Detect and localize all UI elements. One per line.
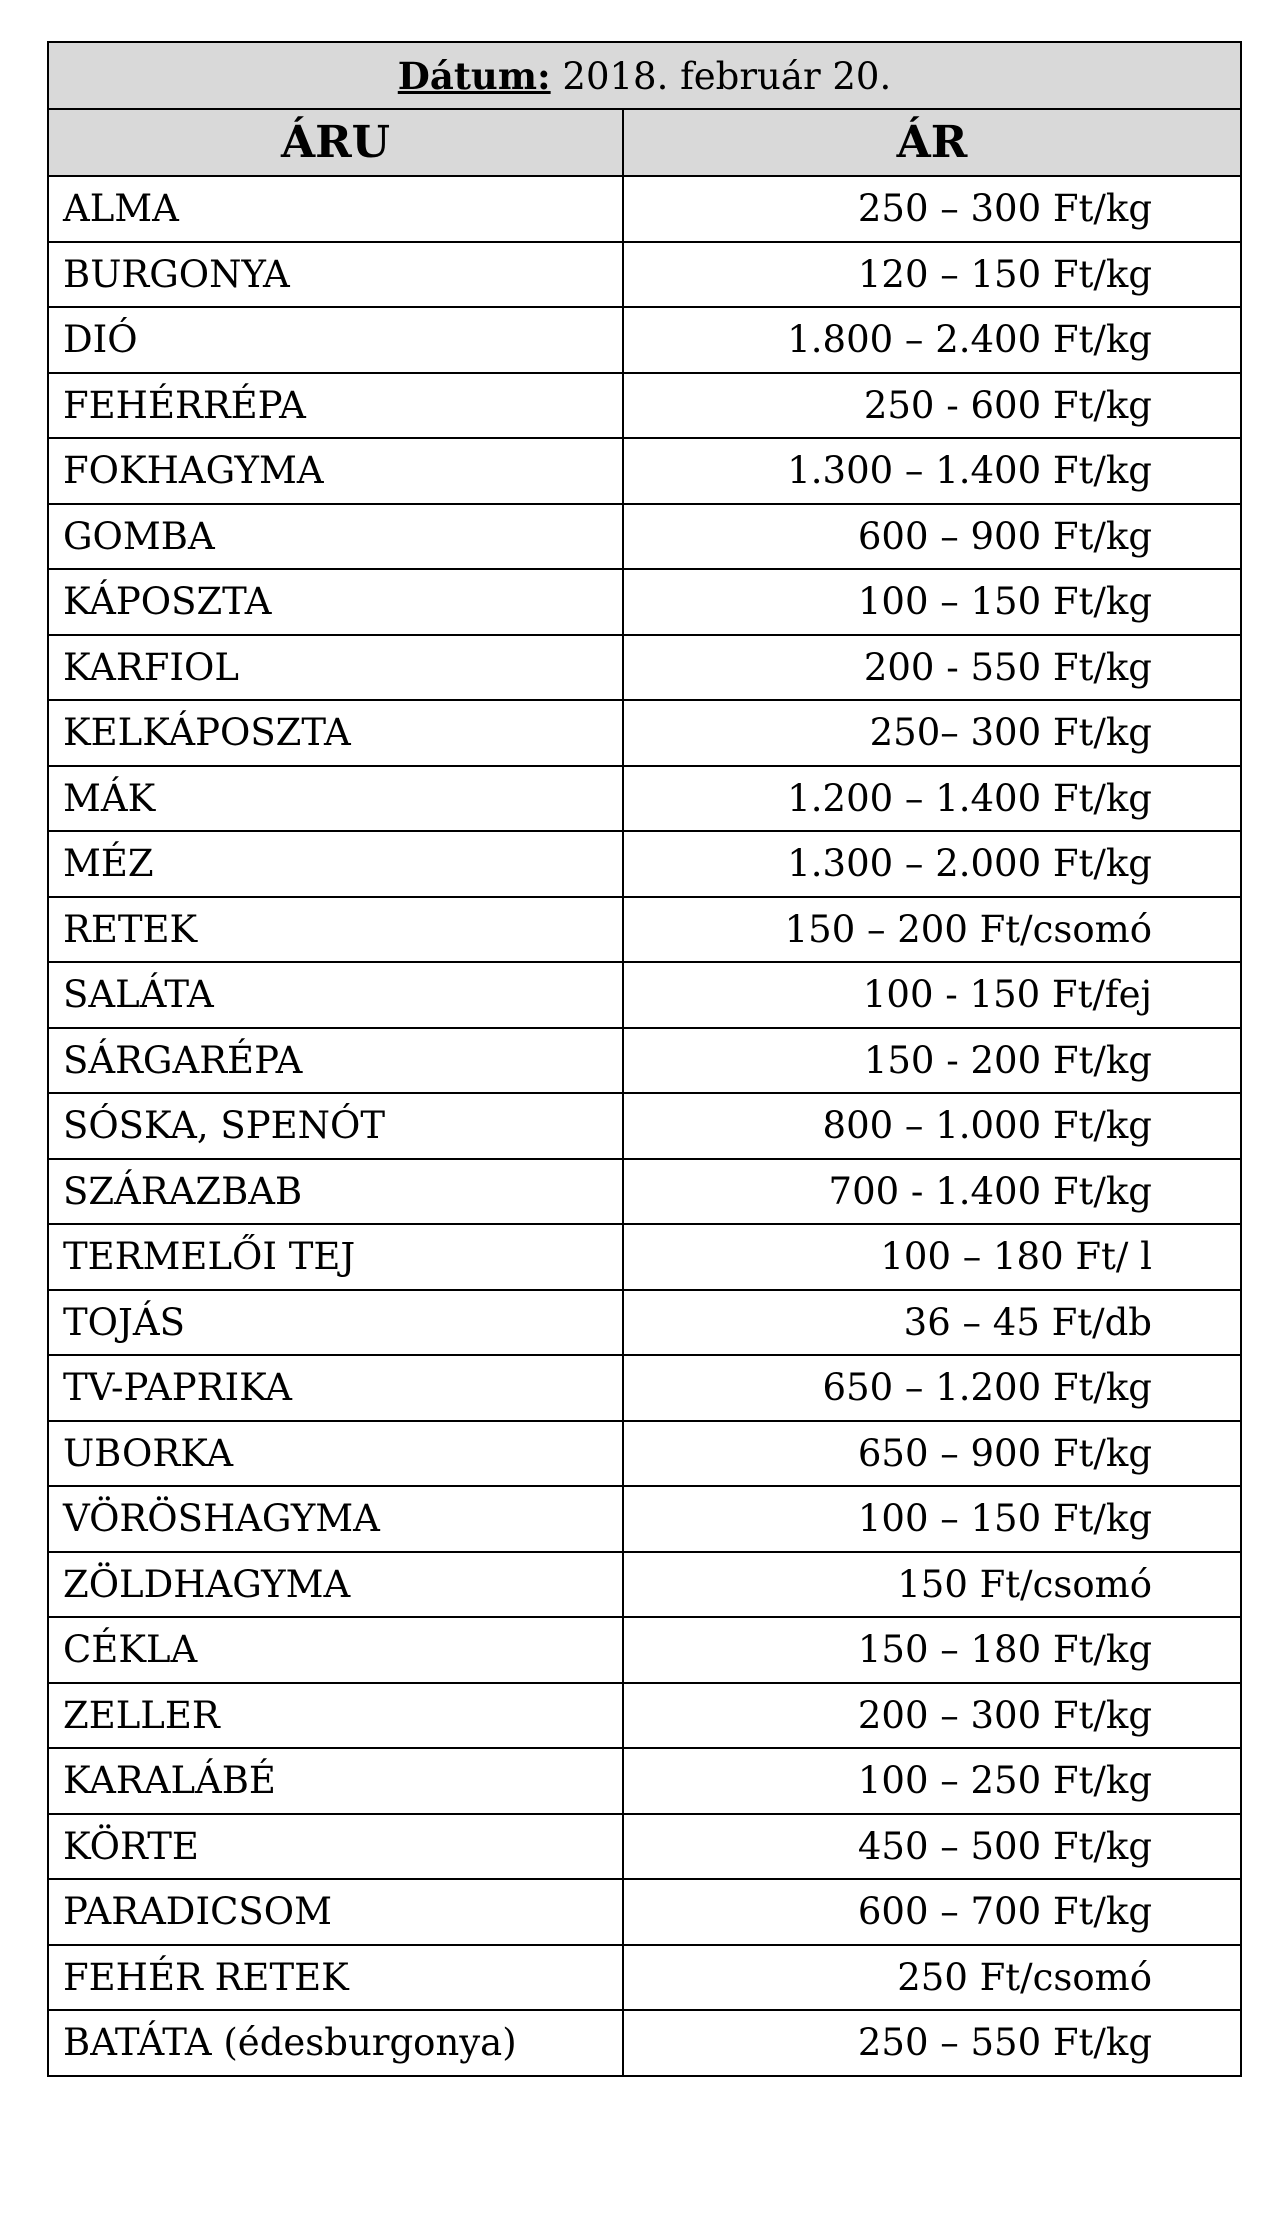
item-name-cell: ZELLER <box>48 1683 623 1749</box>
table-row <box>48 2010 1241 2076</box>
item-name-cell: SALÁTA <box>48 962 623 1028</box>
item-name-cell: ZÖLDHAGYMA <box>48 1552 623 1618</box>
price-cell: 200 - 550 Ft/kg <box>623 635 1241 701</box>
item-name-cell: KELKÁPOSZTA <box>48 700 623 766</box>
item-name-cell: RETEK <box>48 897 623 963</box>
price-cell: 1.300 – 1.400 Ft/kg <box>623 438 1241 504</box>
table-row <box>48 1486 1241 1552</box>
item-name-cell: FEHÉRRÉPA <box>48 373 623 439</box>
item-name-cell: BURGONYA <box>48 242 623 308</box>
date-row <box>48 42 1241 109</box>
table-row <box>48 962 1241 1028</box>
item-name-cell: UBORKA <box>48 1421 623 1487</box>
table-row <box>48 1683 1241 1749</box>
date-label: Dátum: <box>397 53 551 98</box>
table-row <box>48 1748 1241 1814</box>
table-row <box>48 373 1241 439</box>
price-cell: 650 – 1.200 Ft/kg <box>623 1355 1241 1421</box>
price-cell: 150 – 200 Ft/csomó <box>623 897 1241 963</box>
table-row <box>48 1028 1241 1094</box>
table-row <box>48 1159 1241 1225</box>
item-name-cell: TOJÁS <box>48 1290 623 1356</box>
price-cell: 250– 300 Ft/kg <box>623 700 1241 766</box>
table-row <box>48 635 1241 701</box>
price-cell: 650 – 900 Ft/kg <box>623 1421 1241 1487</box>
price-table <box>47 41 1242 2077</box>
date-cell <box>48 42 1241 109</box>
price-cell: 1.800 – 2.400 Ft/kg <box>623 307 1241 373</box>
table-row <box>48 1421 1241 1487</box>
table-row <box>48 1224 1241 1290</box>
item-name-cell: KARALÁBÉ <box>48 1748 623 1814</box>
price-cell: 150 – 180 Ft/kg <box>623 1617 1241 1683</box>
table-row <box>48 569 1241 635</box>
item-name-cell: KÁPOSZTA <box>48 569 623 635</box>
item-name-cell: KÖRTE <box>48 1814 623 1880</box>
price-cell: 150 Ft/csomó <box>623 1552 1241 1618</box>
price-cell: 100 – 150 Ft/kg <box>623 569 1241 635</box>
item-name-cell: SZÁRAZBAB <box>48 1159 623 1225</box>
price-cell: 600 – 700 Ft/kg <box>623 1879 1241 1945</box>
table-row <box>48 1617 1241 1683</box>
table-row <box>48 766 1241 832</box>
table-row <box>48 1290 1241 1356</box>
item-name-cell: CÉKLA <box>48 1617 623 1683</box>
price-cell: 120 – 150 Ft/kg <box>623 242 1241 308</box>
table-row <box>48 438 1241 504</box>
price-cell: 100 – 150 Ft/kg <box>623 1486 1241 1552</box>
price-cell: 250 Ft/csomó <box>623 1945 1241 2011</box>
price-cell: 250 – 550 Ft/kg <box>623 2010 1241 2076</box>
table-row <box>48 1093 1241 1159</box>
item-name-cell: MÁK <box>48 766 623 832</box>
item-name-cell: DIÓ <box>48 307 623 373</box>
table-row <box>48 700 1241 766</box>
price-cell: 200 – 300 Ft/kg <box>623 1683 1241 1749</box>
price-cell: 250 - 600 Ft/kg <box>623 373 1241 439</box>
item-name-cell: FOKHAGYMA <box>48 438 623 504</box>
price-cell: 450 – 500 Ft/kg <box>623 1814 1241 1880</box>
table-row <box>48 242 1241 308</box>
header-row <box>48 109 1241 176</box>
item-name-cell: SÁRGARÉPA <box>48 1028 623 1094</box>
table-row <box>48 1945 1241 2011</box>
price-cell: 100 – 180 Ft/ l <box>623 1224 1241 1290</box>
item-name-cell: KARFIOL <box>48 635 623 701</box>
item-name-cell: PARADICSOM <box>48 1879 623 1945</box>
item-name-cell: TERMELŐI TEJ <box>48 1224 623 1290</box>
item-name-cell: GOMBA <box>48 504 623 570</box>
item-name-cell: FEHÉR RETEK <box>48 1945 623 2011</box>
price-cell: 1.200 – 1.400 Ft/kg <box>623 766 1241 832</box>
price-cell: 100 – 250 Ft/kg <box>623 1748 1241 1814</box>
column-header-price: ÁR <box>623 109 1241 176</box>
table-row <box>48 897 1241 963</box>
item-name-cell: BATÁTA (édesburgonya) <box>48 2010 623 2076</box>
price-cell: 600 – 900 Ft/kg <box>623 504 1241 570</box>
item-name-cell: SÓSKA, SPENÓT <box>48 1093 623 1159</box>
item-name-cell: ALMA <box>48 176 623 242</box>
table-row <box>48 831 1241 897</box>
price-cell: 800 – 1.000 Ft/kg <box>623 1093 1241 1159</box>
column-header-item: ÁRU <box>48 109 623 176</box>
price-cell: 150 - 200 Ft/kg <box>623 1028 1241 1094</box>
table-row <box>48 176 1241 242</box>
table-row <box>48 504 1241 570</box>
table-row <box>48 1814 1241 1880</box>
date-value: 2018. február 20. <box>550 54 892 98</box>
item-name-cell: VÖRÖSHAGYMA <box>48 1486 623 1552</box>
price-cell: 250 – 300 Ft/kg <box>623 176 1241 242</box>
price-cell: 1.300 – 2.000 Ft/kg <box>623 831 1241 897</box>
price-cell: 36 – 45 Ft/db <box>623 1290 1241 1356</box>
item-name-cell: TV-PAPRIKA <box>48 1355 623 1421</box>
item-name-cell: MÉZ <box>48 831 623 897</box>
table-row <box>48 1552 1241 1618</box>
table-row <box>48 1355 1241 1421</box>
table-row <box>48 1879 1241 1945</box>
price-cell: 100 - 150 Ft/fej <box>623 962 1241 1028</box>
price-cell: 700 - 1.400 Ft/kg <box>623 1159 1241 1225</box>
table-row <box>48 307 1241 373</box>
